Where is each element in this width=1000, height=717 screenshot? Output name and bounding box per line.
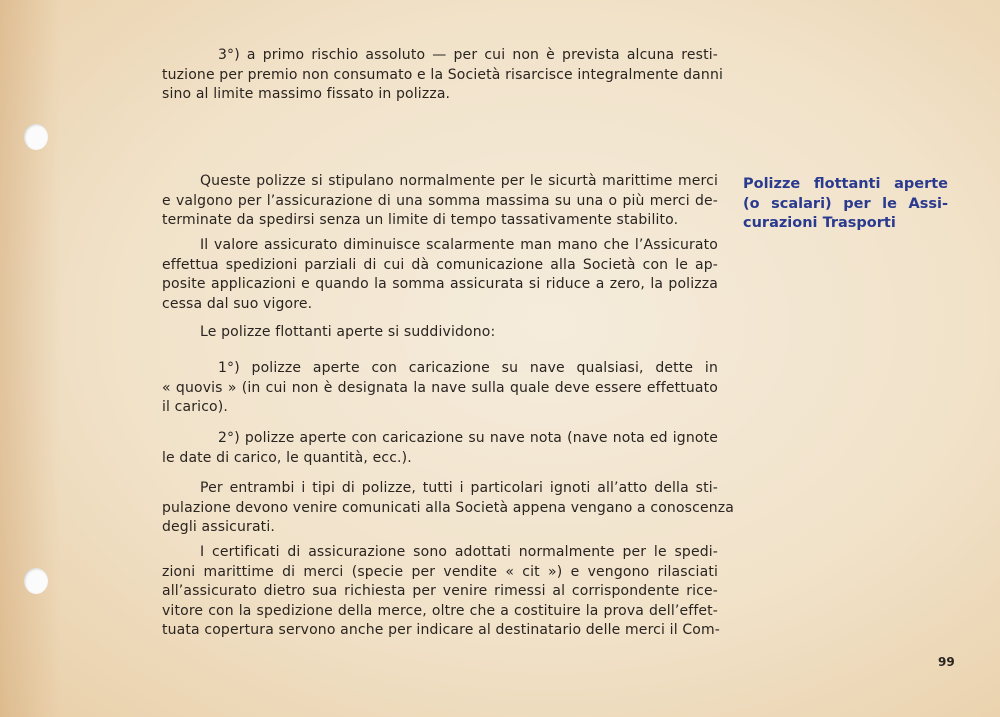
paragraph-entrambi-tipi [162,479,734,538]
paragraph-suddivisione [162,323,718,343]
text-line: zioni marittime di merci (specie per vendite « cit ») e vengono rilasciati [162,563,718,580]
paragraph-polizze-stipulano [162,172,718,231]
list-item-quovis [162,359,718,418]
binder-hole-top [24,124,48,150]
binder-hole-bottom [24,568,48,594]
text-line: cessa dal suo vigore. [162,295,313,312]
margin-heading-line: Polizze flottanti aperte [743,176,948,192]
text-line: posite applicazioni e quando la somma assicurata si riduce a zero, la polizza [162,276,718,292]
text-line: I certificati di assicurazione sono adottati normalmente per le spedi- [200,544,718,560]
text-line: tuata copertura servono anche per indicare al destinatario delle merci il Com- [162,622,720,638]
margin-heading [743,175,948,234]
text-line: tuzione per premio non consumato e la Società risarcisce integralmente danni [162,66,724,83]
text-line: terminate da spedirsi senza un limite di tempo tassativamente stabilito. [162,212,679,228]
text-line: effettua spedizioni parziali di cui dà comunicazione alla Società con le ap- [162,256,718,273]
text-line: degli assicurati. [162,519,275,535]
text-line: 2°) polizze aperte con caricazione su nave nota (nave nota ed ignote [218,430,718,446]
text-line: vitore con la spedizione della merce, oltre che a costituire la prova dell’effet- [162,602,718,619]
text-line: « quovis » (in cui non è designata la nave sulla quale deve essere effettuato [162,379,718,396]
text-line: Il valore assicurato diminuisce scalarmente man mano che l’Assicurato [200,237,718,253]
text-line: Le polizze flottanti aperte si suddividono: [200,324,496,340]
text-line: e valgono per l’assicurazione di una somma massima su una o più merci de- [162,192,718,209]
list-item-nave-nota [162,429,718,468]
text-line: il carico). [162,399,228,415]
margin-heading-line: (o scalari) per le Assi- [743,195,948,212]
paragraph-rischio-assoluto [162,46,724,105]
text-line: 3°) a primo rischio assoluto — per cui non è prevista alcuna resti- [218,47,718,63]
text-line: 1°) polizze aperte con caricazione su nave qualsiasi, dette in [218,360,718,376]
page-number: 99 [938,655,955,669]
paragraph-valore-assicurato [162,236,718,314]
text-line: Per entrambi i tipi di polizze, tutti i particolari ignoti all’atto della sti- [200,480,718,496]
text-line: Queste polizze si stipulano normalmente per le sicurtà marittime merci [200,173,718,189]
page-edge-shadow [0,0,60,717]
text-line: le date di carico, le quantità, ecc.). [162,449,412,466]
text-line: sino al limite massimo fissato in polizza. [162,86,451,102]
text-line: pulazione devono venire comunicati alla Società appena vengano a conoscenza [162,499,734,516]
margin-heading-line: curazioni Trasporti [743,215,896,231]
paragraph-certificati [162,543,718,641]
text-line: all’assicurato dietro sua richiesta per venire rimessi al corrispondente rice- [162,583,718,599]
